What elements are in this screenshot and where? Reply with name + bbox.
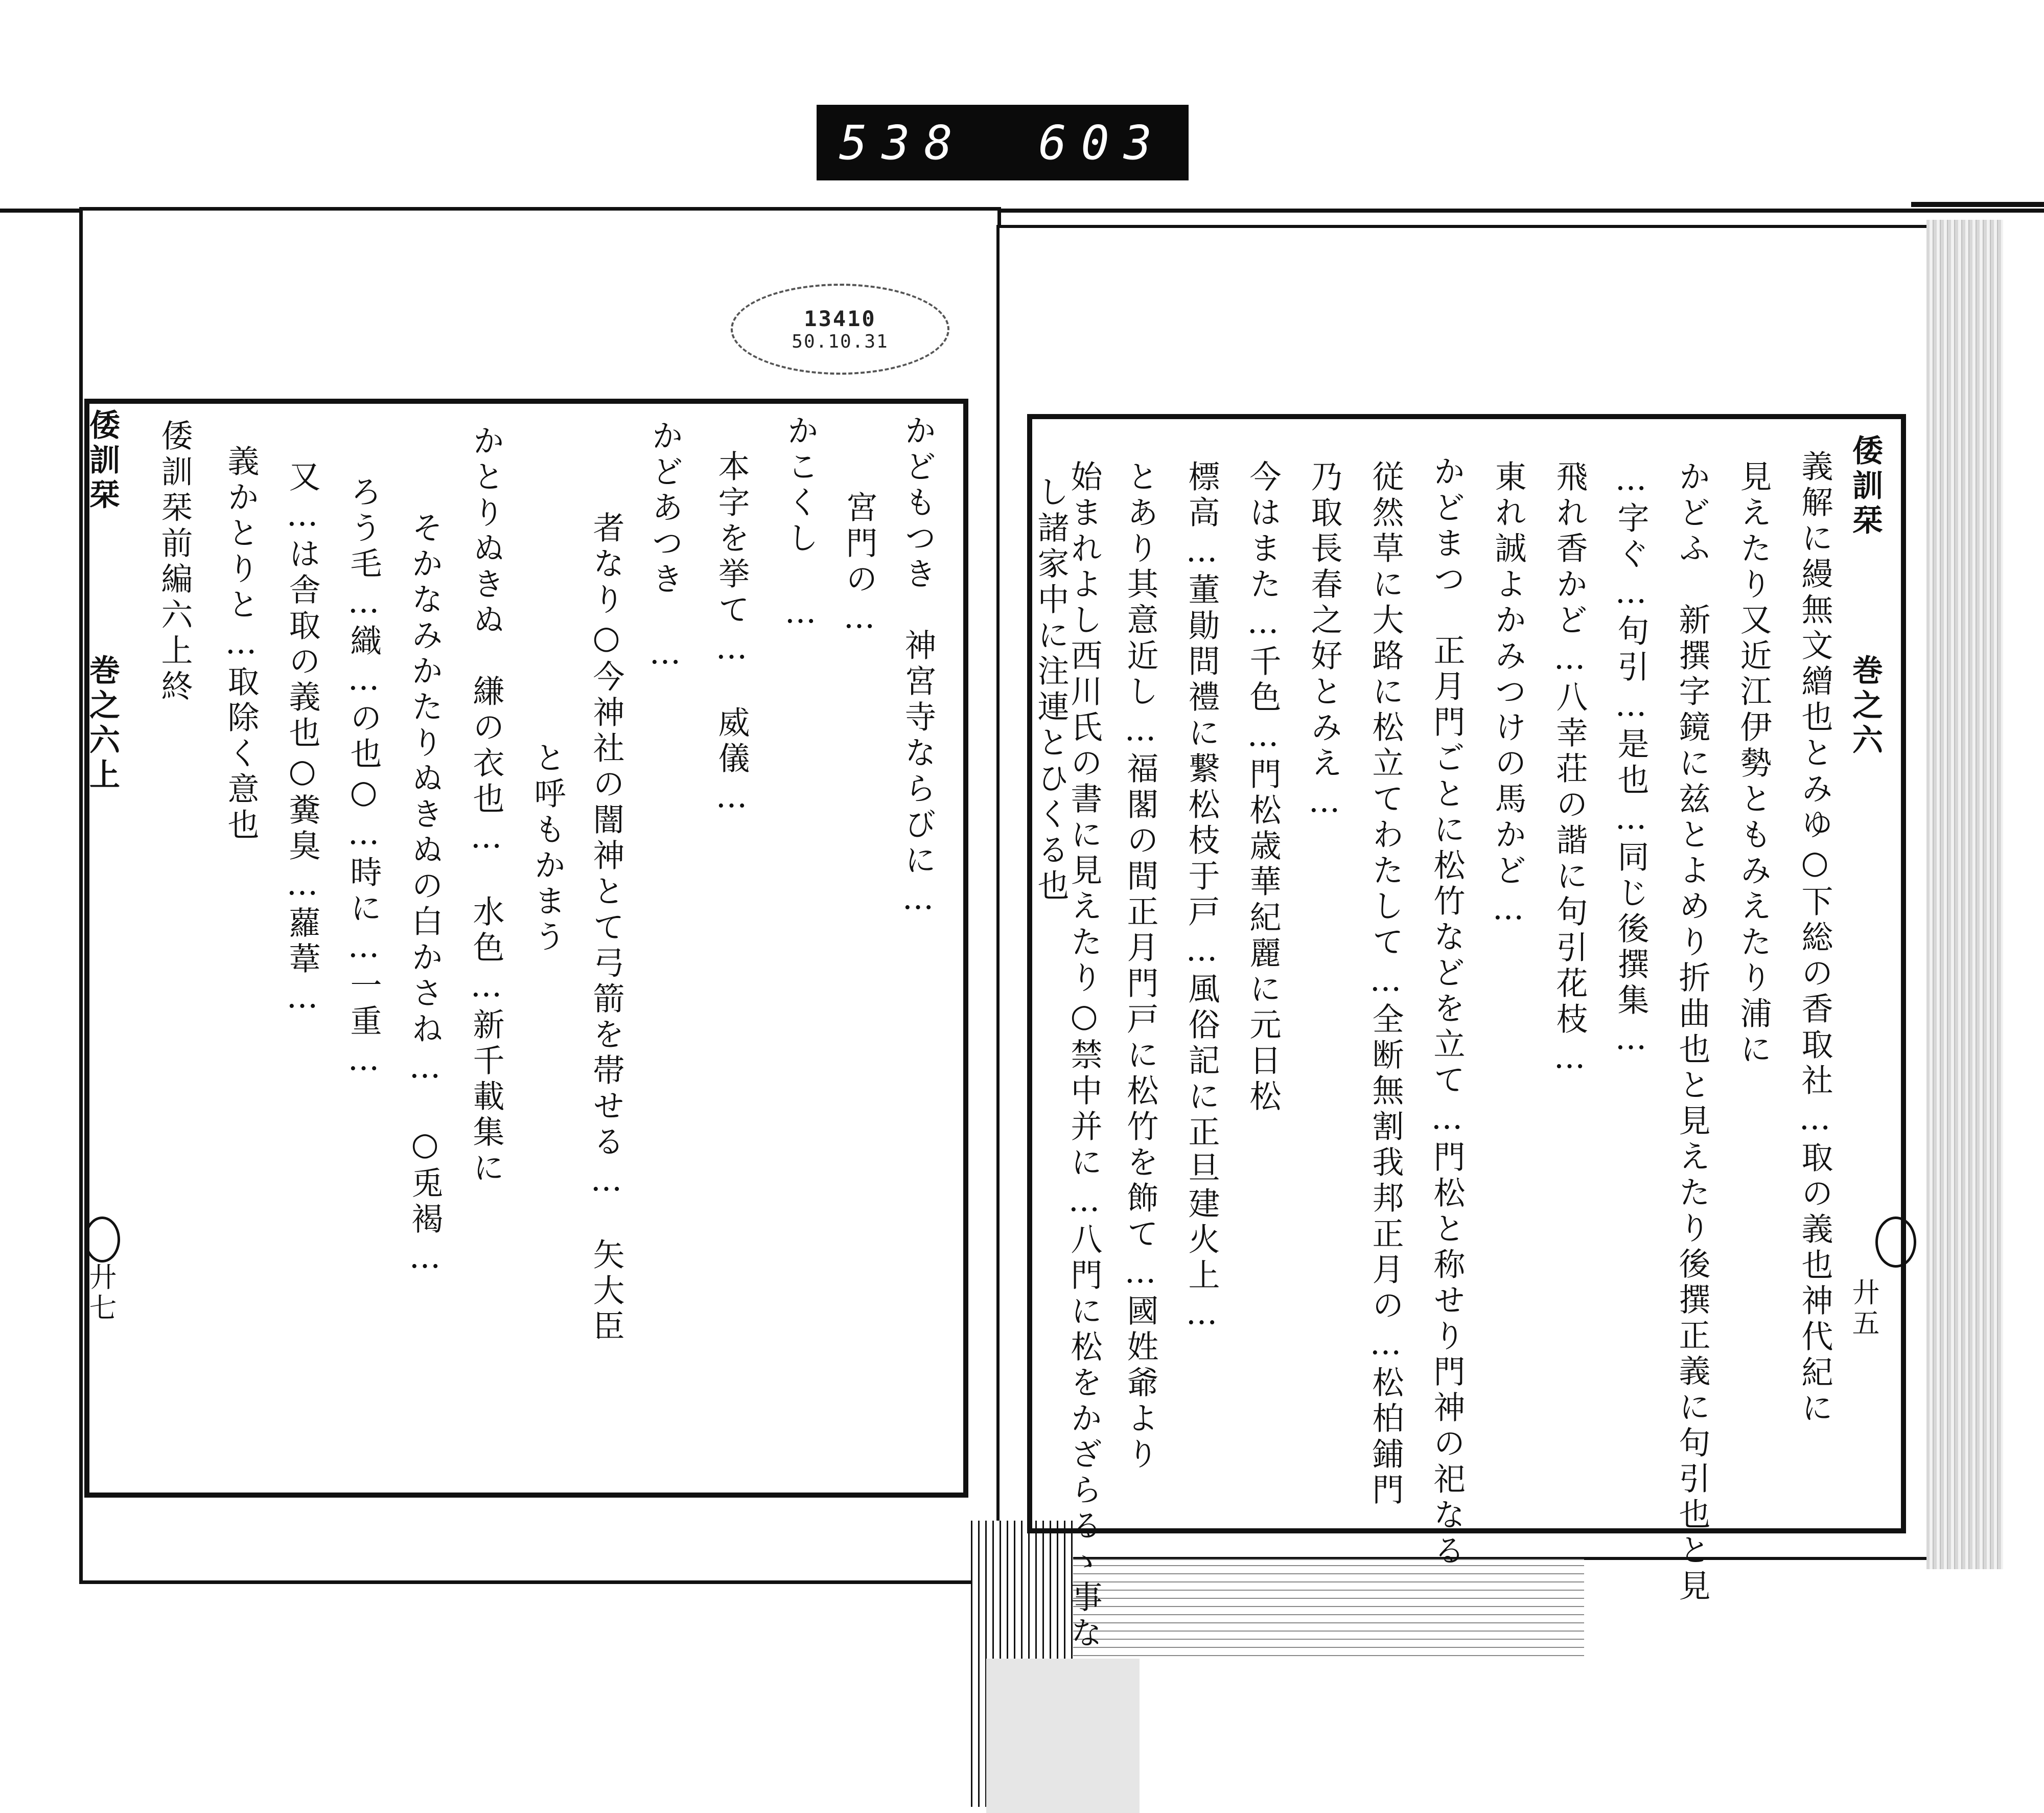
- stamp-number: 13410: [804, 306, 876, 331]
- right-text-frame: [1027, 414, 1906, 1533]
- right-col-8: 従然草に大路に松立てわたして…全断無割我邦正月の…松柏鋪門: [1367, 460, 1404, 1509]
- left-col-10: ろう毛…織…の也○…時に…一重…: [345, 475, 382, 1082]
- page-edge-stack: [1926, 220, 2003, 1569]
- right-col-13: 始まれよし西川氏の書に見えたり○禁中并に…八門に松をかざらるゝ事な: [1065, 460, 1103, 1652]
- right-col-1: 義解に縵無文繒也とみゆ○下総の香取社…取の義也神代紀に: [1796, 450, 1833, 1427]
- right-col-9: 乃取長春之好とみえ…: [1306, 460, 1343, 823]
- right-col-7: かどまつ 正月門ごとに松竹などを立て…門松と称せり門神の祀なる: [1428, 455, 1466, 1570]
- left-col-4: 本字を挙て… 威儀…: [713, 450, 750, 819]
- right-col-5: 飛れ香かど…八幸荘の諧に句引花枝…: [1551, 460, 1588, 1080]
- left-col-11: 又…は舎取の義也○糞臭…蘿葦…: [284, 460, 321, 1019]
- left-text-frame: [84, 399, 968, 1498]
- left-col-6: 者なり○今神社の闇神とて弓箭を帯せる… 矢大臣: [588, 511, 625, 1345]
- right-margin-folio: 廾五: [1848, 1278, 1880, 1339]
- left-col-8: かとりぬきぬ 縑の衣也… 水色…新千載集に: [468, 424, 505, 1187]
- ring-mark-right: [1875, 1217, 1916, 1268]
- right-col-14: し諸家中に注連とひくる也: [1032, 475, 1070, 905]
- left-col-12: 義かとりと…取除く意也: [222, 445, 260, 844]
- frame-number-plate: [817, 105, 1189, 180]
- right-col-10: 今はまた…千色…門松歳華紀麗に元日松: [1244, 460, 1282, 1115]
- left-col-9: そかなみかたりぬきぬの白かさね… ○兎褐…: [406, 511, 444, 1279]
- library-stamp: [731, 284, 949, 375]
- frame-number-second: 603: [1038, 115, 1167, 170]
- left-col-5: かどあつき …: [646, 419, 684, 675]
- bottom-shadow: [986, 1659, 1140, 1813]
- stamp-date: 50.10.31: [792, 331, 889, 352]
- left-col-1: かどもつき 神宮寺ならびに…: [899, 414, 937, 921]
- left-margin-volume: 巻之六上: [84, 654, 120, 793]
- left-col-13: 倭訓栞前編六上終: [156, 419, 193, 705]
- right-col-3: かどふ 新撰字鏡に兹とよめり折曲也と見えたり後撰正義に句引也と見: [1674, 460, 1711, 1605]
- right-col-4: …字ぐ…句引…是也…同じ後撰集…: [1612, 460, 1650, 1061]
- right-col-2: 見えたり又近江伊勢ともみえたり浦に: [1735, 460, 1772, 1068]
- frame-number-first: 538: [839, 115, 967, 170]
- left-margin-folio: 廾七: [85, 1263, 117, 1324]
- right-margin-title: 倭訓栞: [1847, 434, 1883, 539]
- right-rule: [1911, 202, 2044, 207]
- left-margin-title: 倭訓栞: [84, 409, 120, 513]
- left-col-3: かこくし …: [782, 414, 819, 634]
- right-col-6: 東れ誠よかみつけの馬かど…: [1490, 460, 1527, 931]
- right-col-12: とあり其意近し…福閣の間正月門戸に松竹を飾て…國姓爺より: [1122, 460, 1159, 1473]
- under-page-edges: [1073, 1559, 1584, 1656]
- right-margin-volume: 巻之六: [1847, 654, 1883, 759]
- ring-mark-left: [84, 1217, 120, 1263]
- left-col-2: 宮門の…: [841, 491, 878, 639]
- left-col-7: と呼もかまう: [529, 741, 566, 956]
- right-col-11: 標高…董勛問禮に繋松枝于戸…風俗記に正旦建火上…: [1183, 460, 1220, 1336]
